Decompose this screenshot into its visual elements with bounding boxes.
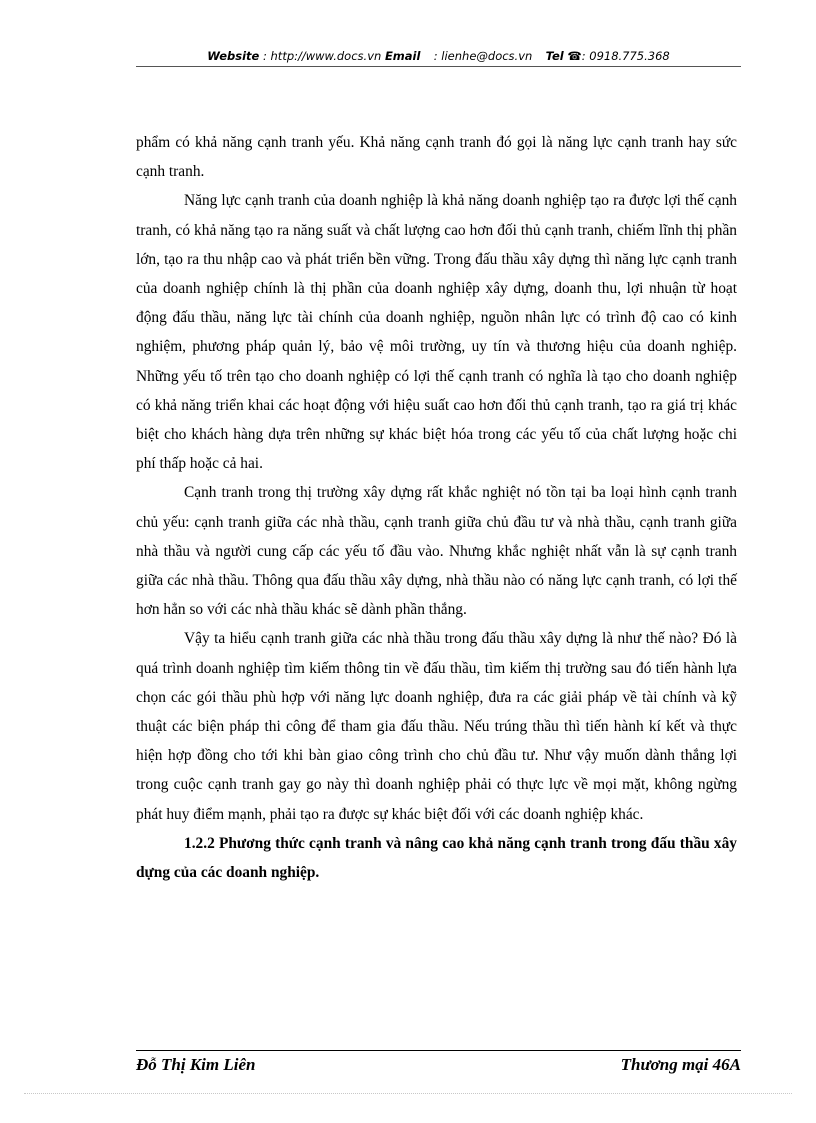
tel-separator: : bbox=[581, 49, 586, 63]
website-url[interactable]: http://www.docs.vn bbox=[270, 49, 382, 63]
email-value[interactable]: lienhe@docs.vn bbox=[441, 49, 533, 63]
page-footer bbox=[136, 1052, 741, 1078]
email-label: Email bbox=[384, 49, 421, 63]
paragraph-competitive-capacity: Năng lực cạnh tranh của doanh nghiệp là khả năng doanh nghiệp tạo ra được lợi thế cạnh tranh, có khả năng tạo ra năng suất và chất lượng cao hơn đối thủ cạnh tranh, chiếm lĩnh thị phần lớn, tạo ra thu nhập cao và phát triển bền vững. Trong đấu thầu xây dựng thì năng lực cạnh tranh của doanh nghiệp chính là thị phần của doanh nghiệp xây dựng, doanh thu, lợi nhuận từ hoạt động đấu thầu, năng lực tài chính của doanh nghiệp, nguồn nhân lực có trình độ cao có kinh nghiệm, phương pháp quản lý, bảo vệ môi trường, uy tín và thương hiệu của doanh nghiệp. Những yếu tố trên tạo cho doanh nghiệp có lợi thế cạnh tranh có nghĩa là tạo cho doanh nghiệp có khả năng triển khai các hoạt động với hiệu suất cao hơn đối thủ cạnh tranh, tạo ra giá trị khác biệt cho khách hàng dựa trên những sự khác biệt hóa trong các yếu tố của chất lượng hoặc chi phí thấp hoặc cả hai. bbox=[136, 192, 737, 473]
section-heading: 1.2.2 Phương thức cạnh tranh và nâng cao khả năng cạnh tranh trong đấu thầu xây dựng của các doanh nghiệp. bbox=[136, 834, 737, 882]
website-separator: : bbox=[262, 49, 267, 63]
footer-divider bbox=[136, 1050, 741, 1051]
header-divider bbox=[136, 66, 741, 67]
paragraph-market-competition: Cạnh tranh trong thị trường xây dựng rất khắc nghiệt nó tồn tại ba loại hình cạnh tranh chủ yếu: cạnh tranh giữa các nhà thầu, cạnh tranh giữa chủ đầu tư và nhà thầu, cạnh tranh giữa nhà thầu và người cung cấp các yếu tố đầu vào. Nhưng khắc nghiệt nhất vẫn là sự cạnh tranh giữa các nhà thầu. Thông qua đấu thầu xây dựng, nhà thầu nào có năng lực cạnh tranh, có lợi thế hơn hẳn so với các nhà thầu khác sẽ dành phần thắng. bbox=[136, 484, 737, 619]
page-header bbox=[136, 47, 741, 65]
paragraph-continuation: phẩm có khả năng cạnh tranh yếu. Khả năng cạnh tranh đó gọi là năng lực cạnh tranh hay sức cạnh tranh. bbox=[136, 134, 737, 181]
tel-label: Tel bbox=[545, 49, 564, 63]
email-separator: : bbox=[433, 49, 438, 63]
tel-value: 0918.775.368 bbox=[589, 49, 670, 63]
footer-author: Đỗ Thị Kim Liên bbox=[136, 1055, 256, 1074]
footer-class: Thương mại 46A bbox=[620, 1055, 741, 1074]
phone-icon: ☎ bbox=[567, 49, 582, 63]
website-label: Website bbox=[207, 49, 260, 63]
document-body bbox=[136, 128, 737, 887]
page-bottom-dotted-line bbox=[24, 1093, 792, 1094]
paragraph-contractor-competition: Vậy ta hiểu cạnh tranh giữa các nhà thầu trong đấu thầu xây dựng là như thế nào? Đó là quá trình doanh nghiệp tìm kiếm thông tin về đấu thầu, tìm kiếm thị trường sau đó tiến hành lựa chọn các gói thầu phù hợp với năng lực doanh nghiệp, đưa ra các giải pháp về tài chính và kỹ thuật các biện pháp thi công để tham gia đấu thầu. Nếu trúng thầu thì tiến hành kí kết và thực hiện hợp đồng cho tới khi bàn giao công trình cho chủ đầu tư. Như vậy muốn dành thắng lợi trong cuộc cạnh tranh gay go này thì doanh nghiệp phải có thực lực về mọi mặt, không ngừng phát huy điểm mạnh, phải tạo ra được sự khác biệt đối với các doanh nghiệp khác. bbox=[136, 630, 737, 823]
